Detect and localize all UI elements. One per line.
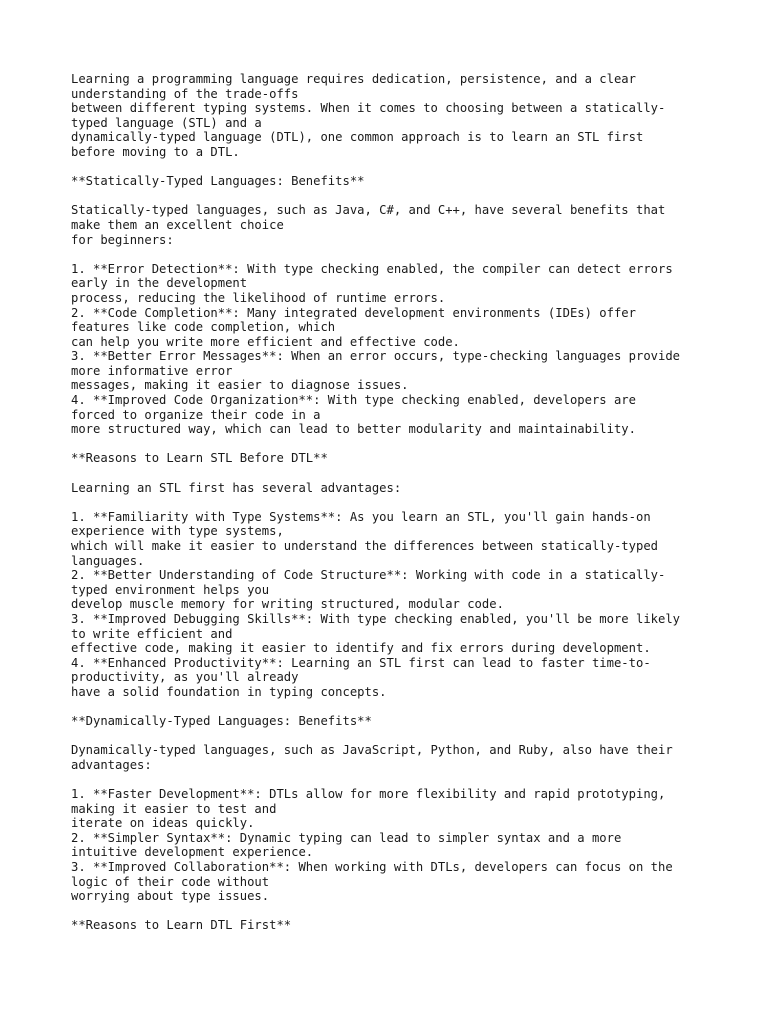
document-line: 4. **Improved Code Organization**: With type checking enabled, developers are <box>71 393 636 408</box>
document-line: before moving to a DTL. <box>71 144 240 159</box>
document-line: process, reducing the likelihood of runtime errors. <box>71 290 446 305</box>
document-line: Learning an STL first has several advantages: <box>71 480 402 495</box>
document-line <box>71 247 711 262</box>
document-line: messages, making it easier to diagnose issues. <box>71 378 409 393</box>
document-line: more structured way, which can lead to better modularity and maintainability. <box>71 422 636 437</box>
document-line <box>71 773 711 788</box>
document-line: **Reasons to Learn STL Before DTL** <box>71 451 328 466</box>
document-line: intuitive development experience. <box>71 845 314 860</box>
document-line: Statically-typed languages, such as Java, C#, and C++, have several benefits that <box>71 203 666 218</box>
document-line <box>71 466 711 481</box>
document-line: typed environment helps you <box>71 582 270 597</box>
document-line <box>71 904 711 919</box>
document-line: can help you write more efficient and effective code. <box>71 334 460 349</box>
document-line: make them an excellent choice <box>71 217 284 232</box>
document-line: experience with type systems, <box>71 524 284 539</box>
document-line: 3. **Improved Collaboration**: When working with DTLs, developers can focus on the <box>71 860 673 875</box>
document-line <box>71 160 711 175</box>
document-line <box>71 729 711 744</box>
document-line: **Dynamically-Typed Languages: Benefits** <box>71 714 372 729</box>
document-body <box>71 72 711 933</box>
document-line <box>71 189 711 204</box>
document-line: logic of their code without <box>71 874 270 889</box>
document-line: understanding of the trade-offs <box>71 86 299 101</box>
document-line: worrying about type issues. <box>71 889 270 904</box>
document-line: for beginners: <box>71 232 174 247</box>
document-line: more informative error <box>71 363 233 378</box>
document-line: 2. **Code Completion**: Many integrated development environments (IDEs) offer <box>71 305 636 320</box>
document-line: 1. **Error Detection**: With type checking enabled, the compiler can detect errors <box>71 261 673 276</box>
document-line: 1. **Faster Development**: DTLs allow for more flexibility and rapid prototyping, <box>71 787 666 802</box>
document-line <box>71 700 711 715</box>
document-line: have a solid foundation in typing concepts. <box>71 684 387 699</box>
document-line: productivity, as you'll already <box>71 670 299 685</box>
document-line: features like code completion, which <box>71 320 336 335</box>
document-line: early in the development <box>71 276 248 291</box>
document-line: 4. **Enhanced Productivity**: Learning an STL first can lead to faster time-to- <box>71 655 651 670</box>
document-line: Learning a programming language requires dedication, persistence, and a clear <box>71 72 636 86</box>
document-line: **Reasons to Learn DTL First** <box>71 918 292 933</box>
document-line: between different typing systems. When it comes to choosing between a statically- <box>71 101 666 116</box>
document-line: languages. <box>71 553 145 568</box>
document-line: making it easier to test and <box>71 801 277 816</box>
document-line: to write efficient and <box>71 626 233 641</box>
document-line: develop muscle memory for writing structured, modular code. <box>71 597 504 612</box>
document-line <box>71 437 711 452</box>
document-line: **Statically-Typed Languages: Benefits** <box>71 174 365 189</box>
document-line: forced to organize their code in a <box>71 407 321 422</box>
document-line: advantages: <box>71 757 152 772</box>
document-line: iterate on ideas quickly. <box>71 816 255 831</box>
document-line: which will make it easier to understand the differences between statically-typed <box>71 539 658 553</box>
document-line: Dynamically-typed languages, such as JavaScript, Python, and Ruby, also have their <box>71 743 673 758</box>
document-line: dynamically-typed language (DTL), one common approach is to learn an STL first <box>71 130 644 145</box>
document-line: 1. **Familiarity with Type Systems**: As you learn an STL, you'll gain hands-on <box>71 509 651 524</box>
document-line <box>71 495 711 510</box>
document-line: effective code, making it easier to identify and fix errors during development. <box>71 641 651 656</box>
document-line: 3. **Improved Debugging Skills**: With type checking enabled, you'll be more likely <box>71 611 681 626</box>
document-line: 2. **Better Understanding of Code Structure**: Working with code in a statically- <box>71 568 666 583</box>
document-line: 3. **Better Error Messages**: When an error occurs, type-checking languages provide <box>71 349 681 364</box>
document-line: 2. **Simpler Syntax**: Dynamic typing can lead to simpler syntax and a more <box>71 830 622 845</box>
document-line: typed language (STL) and a <box>71 115 262 130</box>
